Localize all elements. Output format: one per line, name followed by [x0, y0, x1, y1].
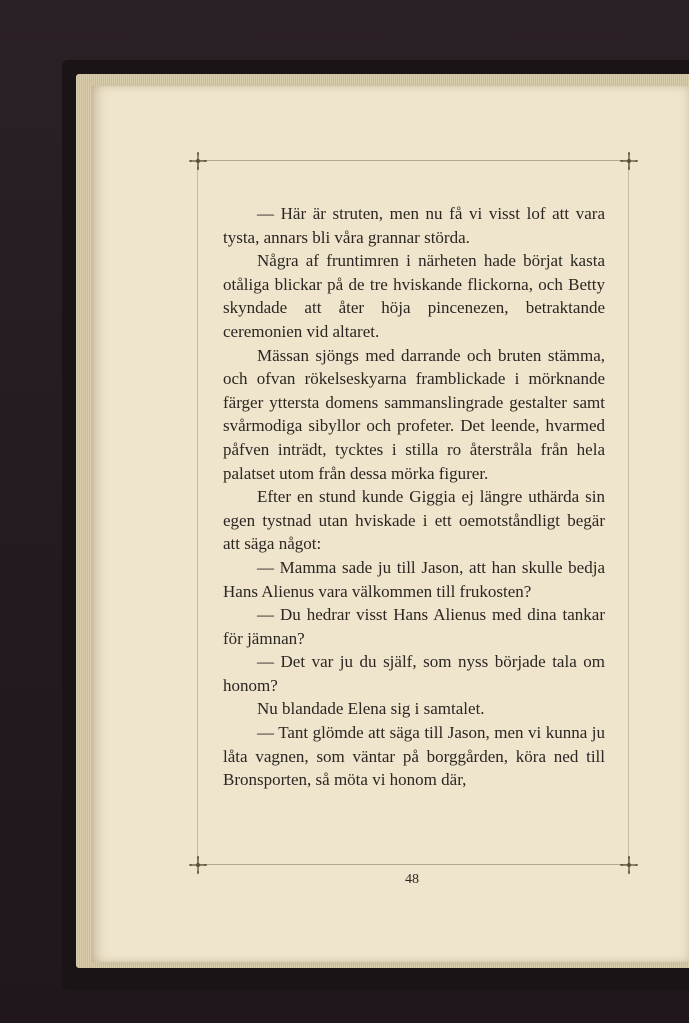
frame-line-right [628, 160, 629, 864]
cross-ornament-icon [618, 854, 640, 876]
cross-ornament-icon [187, 854, 209, 876]
paragraph: Några af fruntimren i närheten hade börjat kasta otåliga blickar på de tre hviskande flickorna, och Betty skyndade att åter höja pincenezen, betraktande ceremonien vid altaret. [223, 251, 605, 341]
paragraph: — Du hedrar visst Hans Alienus med dina tankar för jämnan? [223, 605, 605, 648]
cross-ornament-icon [618, 150, 640, 172]
paragraph: Nu blandade Elena sig i samtalet. [257, 699, 485, 719]
page-number: 48 [405, 872, 419, 887]
paragraph: Mässan sjöngs med darrande och bruten stämma, och ofvan rökelseskyarna framblickade i mörknande färger yttersta domens sammanslingrade gestalter samt svårmodiga sibyllor och profeter. Det leende, hvarmed påfven inträdt, tycktes i stilla ro återstråla från hela palatset utom från dessa mörka figurer. [223, 345, 605, 483]
paragraph: — Mamma sade ju till Jason, att han skulle bedja Hans Alienus vara välkommen till frukosten? [223, 557, 605, 601]
paragraph: — Här är struten, men nu få vi visst lof att vara tysta, annars bli våra grannar störda. [223, 204, 605, 247]
frame-line-bottom [197, 864, 629, 865]
paragraph: — Det var ju du själf, som nyss började tala om honom? [223, 652, 605, 695]
paragraph: — Tant glömde att säga till Jason, men vi kunna ju låta vagnen, som väntar på borggården, köra ned till Bronsporten, så möta vi honom där, [223, 723, 605, 790]
frame-line-left [197, 160, 198, 864]
paragraph: Efter en stund kunde Giggia ej längre uthärda sin egen tystnad utan hviskade i ett oemotståndligt begär att säga något: [223, 487, 605, 554]
cross-ornament-icon [187, 150, 209, 172]
frame-line-top [197, 160, 629, 161]
page-text [223, 202, 605, 792]
